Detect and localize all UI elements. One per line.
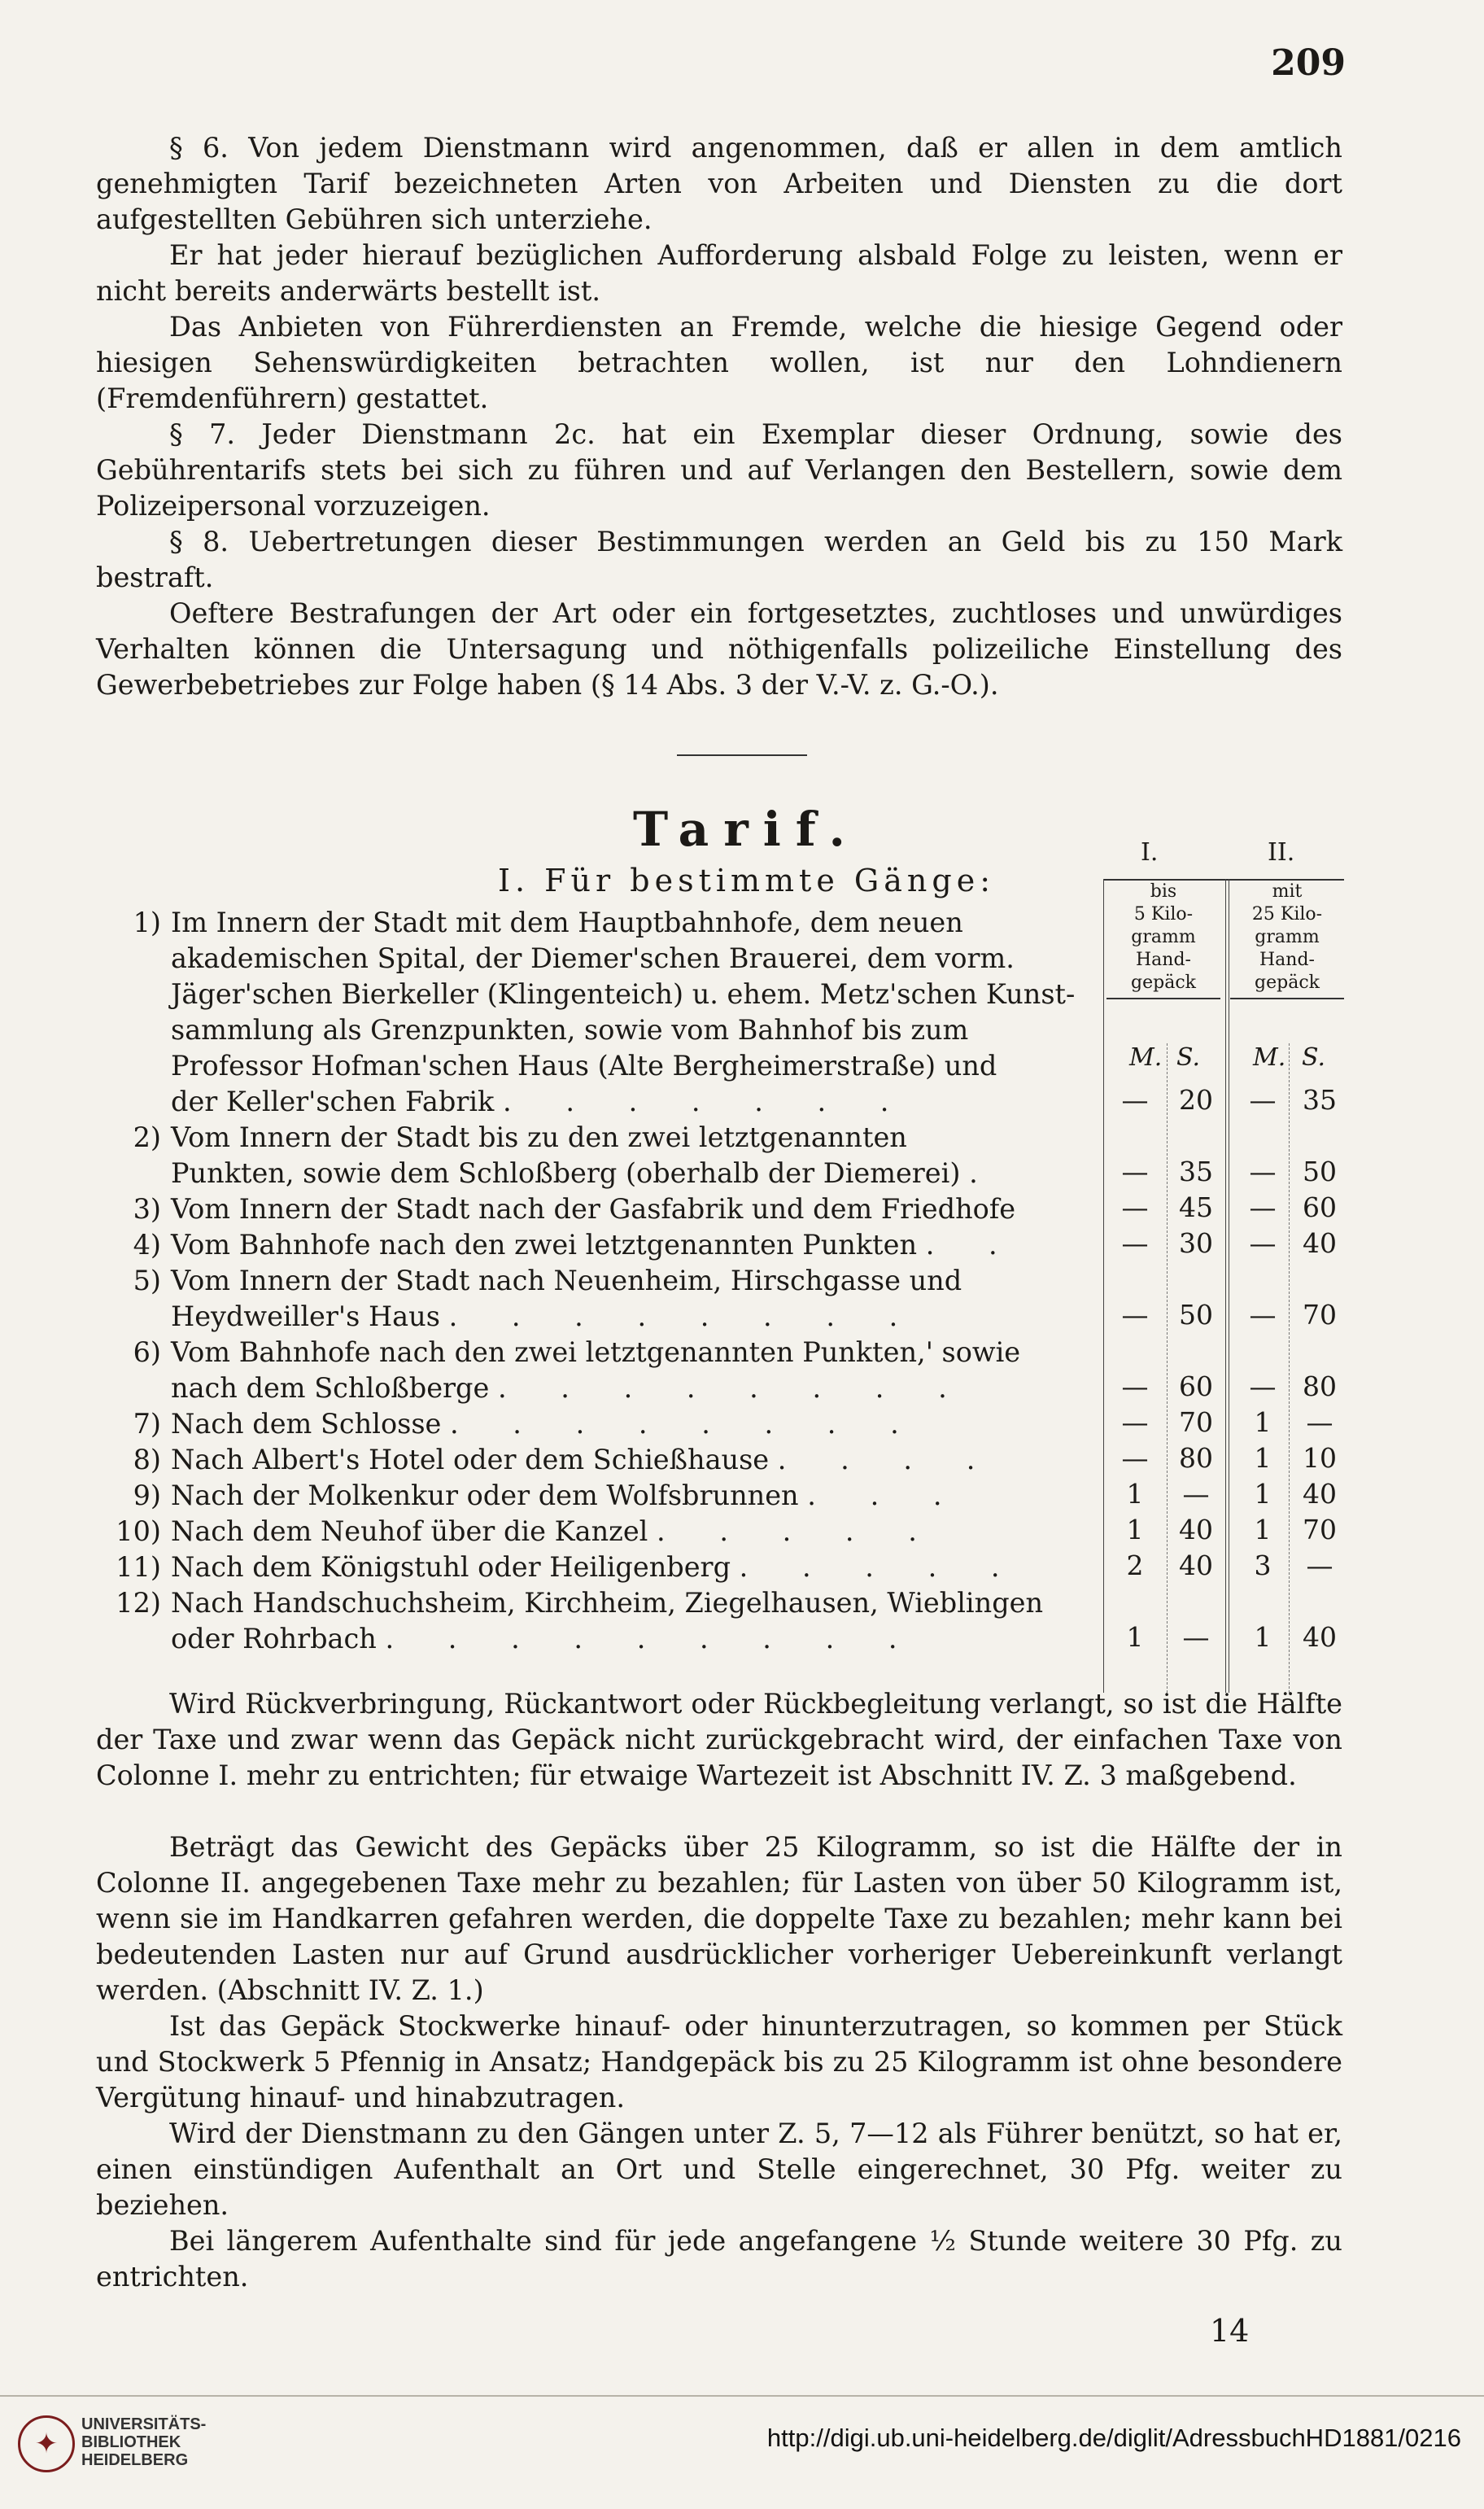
tariff-item-number: 6) — [133, 1336, 161, 1368]
unit-pf-1: S. — [1176, 1043, 1201, 1072]
tariff-value: 80 — [1179, 1442, 1213, 1474]
tariff-item-line-text: Nach dem Schlosse — [171, 1408, 442, 1440]
tariff-item-line-text: Vom Innern der Stadt nach Neuenheim, Hirschgasse und — [171, 1265, 962, 1296]
tariff-value: — — [1249, 1156, 1277, 1187]
footer-divider — [0, 2395, 1484, 2397]
tariff-value: 1 — [1254, 1621, 1272, 1653]
unit-mark-2: M. — [1253, 1043, 1286, 1072]
tariff-item-line — [171, 1156, 1155, 1191]
tariff-value: 40 — [1303, 1621, 1337, 1653]
tariff-item-text — [171, 1585, 1155, 1657]
leader-dots: . . . . . — [739, 1551, 1023, 1583]
tariff-item-line — [171, 1550, 1155, 1585]
tariff-item-line-text: sammlung als Grenzpunkten, sowie vom Bahnhof bis zum — [171, 1014, 969, 1046]
separator-rule — [677, 754, 807, 756]
tariff-value: — — [1249, 1370, 1277, 1402]
tariff-value: 1 — [1254, 1442, 1272, 1474]
leader-dots: . — [969, 1157, 1001, 1189]
tariff-item-text — [171, 1227, 1155, 1263]
tariff-item-text — [171, 905, 1155, 1120]
tariff-value: 1 — [1254, 1514, 1272, 1545]
tariff-item-line-text: oder Rohrbach — [171, 1623, 377, 1654]
table-top-rule — [1103, 879, 1344, 881]
tariff-value: 60 — [1303, 1191, 1337, 1223]
tariff-value: 80 — [1303, 1370, 1337, 1402]
tariff-item-line-text: Nach dem Neuhof über die Kanzel — [171, 1515, 648, 1547]
tariff-value: — — [1182, 1621, 1210, 1653]
paragraph-8: § 8. Uebertretungen dieser Bestimmungen werden an Geld bis zu 150 Mark bestraft. — [96, 526, 1342, 593]
tariff-item-line — [171, 1263, 1155, 1299]
tarif-title: Tarif. — [633, 802, 860, 857]
tariff-value: 1 — [1254, 1406, 1272, 1438]
tariff-value: — — [1121, 1299, 1149, 1331]
leader-dots: . . . . . . . . . — [385, 1623, 920, 1654]
tariff-item-line-text: akademischen Spital, der Diemer'schen Brauerei, dem vorm. — [171, 942, 1015, 974]
library-name: UNIVERSITÄTS- BIBLIOTHEK HEIDELBERG — [81, 2415, 207, 2469]
leader-dots: . . . . — [777, 1444, 998, 1475]
column-1-divider — [1167, 1043, 1168, 1693]
tariff-item-line — [171, 1299, 1155, 1335]
tariff-item-line — [171, 1514, 1155, 1550]
tariff-item-line — [171, 905, 1155, 941]
tariff-item-line-text: Professor Hofman'schen Haus (Alte Bergheimerstraße) und — [171, 1050, 997, 1082]
tariff-item-text — [171, 1406, 1155, 1442]
leader-dots: . . . . . . . . — [450, 1408, 922, 1440]
tariff-value: — — [1121, 1156, 1149, 1187]
tariff-item-line-text: Im Innern der Stadt mit dem Hauptbahnhofe, dem neuen — [171, 907, 963, 938]
tariff-value: — — [1121, 1370, 1149, 1402]
tariff-item-line-text: Vom Innern der Stadt nach der Gasfabrik und dem Friedhofe — [171, 1193, 1016, 1225]
tariff-value: 1 — [1126, 1621, 1144, 1653]
tariff-item-line-text: Nach dem Königstuhl oder Heiligenberg — [171, 1551, 731, 1583]
tariff-value: 70 — [1179, 1406, 1213, 1438]
leader-dots: . . . . . — [657, 1515, 940, 1547]
tariff-value: 70 — [1303, 1299, 1337, 1331]
tariff-item-text — [171, 1478, 1155, 1514]
tariff-item-line-text: Vom Bahnhofe nach den zwei letztgenannten Punkten — [171, 1229, 918, 1261]
leader-dots: . . . — [807, 1480, 965, 1511]
column-1-header: bis 5 Kilo- gramm Hand- gepäck — [1106, 881, 1220, 999]
tariff-item-number: 8) — [133, 1444, 161, 1475]
column-2-header: mit 25 Kilo- gramm Hand- gepäck — [1230, 881, 1344, 999]
tariff-value: — — [1249, 1084, 1277, 1116]
leader-dots: . . . . . . . — [503, 1086, 912, 1117]
tariff-value: 60 — [1179, 1370, 1213, 1402]
note-weight: Beträgt das Gewicht des Gepäcks über 25 Kilogramm, so ist die Hälfte der in Colonne II. angegebenen Taxe mehr zu bezahlen; für Lasten von über 50 Kilogramm ist, wenn sie im Handkarren gefahren werden, die doppelte Taxe zu bezahlen; mehr kann bei bedeutenden Lasten nur auf Grund ausdrücklicher vorheriger Uebereinkunft verlangt werden. (Abschnitt IV. Z. 1.) — [96, 1831, 1342, 2006]
tariff-item-number: 4) — [133, 1229, 161, 1261]
tariff-item-line-text: Jäger'schen Bierkeller (Klingenteich) u. ehem. Metz'schen Kunst- — [171, 978, 1076, 1010]
tariff-value: 40 — [1303, 1227, 1337, 1259]
tariff-value: 50 — [1179, 1299, 1213, 1331]
library-logo-icon: ✦ — [18, 2415, 75, 2472]
tariff-item-number: 5) — [133, 1265, 161, 1296]
tariff-value: 40 — [1179, 1550, 1213, 1581]
tariff-item-line — [171, 1120, 1155, 1156]
tariff-value: 20 — [1179, 1084, 1213, 1116]
paragraph-6b: Er hat jeder hierauf bezüglichen Aufforderung alsbald Folge zu leisten, wenn er nicht bereits anderwärts bestellt ist. — [96, 239, 1342, 307]
tariff-item-line-text: der Keller'schen Fabrik — [171, 1086, 495, 1117]
tariff-item-text — [171, 1191, 1155, 1227]
tariff-value: — — [1249, 1191, 1277, 1223]
leader-dots: . . . . . . . . — [448, 1300, 921, 1332]
tariff-value: — — [1306, 1406, 1333, 1438]
tariff-item-line — [171, 1227, 1155, 1263]
tariff-item-text — [171, 1550, 1155, 1585]
tariff-value: 30 — [1179, 1227, 1213, 1259]
tariff-item-line-text: nach dem Schloßberge — [171, 1372, 490, 1404]
note-guide: Wird der Dienstmann zu den Gängen unter Z. 5, 7—12 als Führer benützt, so hat er, einen einstündigen Aufenthalt an Ort und Stelle eingerechnet, 30 Pfg. weiter zu beziehen. — [96, 2118, 1342, 2221]
leader-dots: . . . . . . . . — [497, 1372, 970, 1404]
tariff-value: — — [1249, 1227, 1277, 1259]
tariff-item-line-text: Nach der Molkenkur oder dem Wolfsbrunnen — [171, 1480, 799, 1511]
tariff-item-number: 2) — [133, 1121, 161, 1153]
tariff-value: 40 — [1303, 1478, 1337, 1510]
tariff-item-line — [171, 1012, 1155, 1048]
tariff-item-line — [171, 1084, 1155, 1120]
column-1-number: I. — [1141, 838, 1159, 867]
tariff-value: — — [1121, 1191, 1149, 1223]
column-2-number: II. — [1268, 838, 1295, 867]
tariff-item-line — [171, 1406, 1155, 1442]
tariff-value: — — [1121, 1442, 1149, 1474]
page-number: 209 — [1271, 42, 1346, 84]
section-heading: I. Für bestimmte Gänge: — [498, 863, 995, 898]
tariff-value: 10 — [1303, 1442, 1337, 1474]
tariff-value: 35 — [1179, 1156, 1213, 1187]
tariff-value: 2 — [1126, 1550, 1144, 1581]
tariff-value: 1 — [1126, 1514, 1144, 1545]
tariff-item-line-text: Vom Bahnhofe nach den zwei letztgenannten Punkten,' sowie — [171, 1336, 1021, 1368]
tariff-value: 45 — [1179, 1191, 1213, 1223]
tariff-value: 35 — [1303, 1084, 1337, 1116]
tariff-item-text — [171, 1442, 1155, 1478]
tariff-value: 3 — [1254, 1550, 1272, 1581]
tariff-item-text — [171, 1263, 1155, 1335]
tariff-item-line — [171, 1370, 1155, 1406]
unit-pf-2: S. — [1302, 1043, 1326, 1072]
tariff-value: — — [1121, 1084, 1149, 1116]
paragraph-6: § 6. Von jedem Dienstmann wird angenommen, daß er allen in dem amtlich genehmigten Tarif bezeichneten Arten von Arbeiten und Diensten zu die dort aufgestellten Gebühren sich unterziehe. — [96, 132, 1342, 235]
tariff-item-line-text: Nach Albert's Hotel oder dem Schießhause — [171, 1444, 770, 1475]
table-middle-border — [1225, 879, 1226, 1693]
tariff-item-line — [171, 1191, 1155, 1227]
tariff-item-line-text: Vom Innern der Stadt bis zu den zwei letztgenannten — [171, 1121, 907, 1153]
note-stairs: Ist das Gepäck Stockwerke hinauf- oder hinunterzutragen, so kommen per Stück und Stockwerk 5 Pfennig in Ansatz; Handgepäck bis zu 25 Kilogramm ist ohne besondere Vergütung hinauf- und hinabzutragen. — [96, 2010, 1342, 2113]
tariff-item-number: 12) — [116, 1587, 161, 1619]
tariff-item-line — [171, 1585, 1155, 1621]
tariff-value: — — [1182, 1478, 1210, 1510]
note-return: Wird Rückverbringung, Rückantwort oder Rückbegleitung verlangt, so ist die Hälfte der Taxe und zwar wenn das Gepäck nicht zurückgebracht wird, der einfachen Taxe von Colonne I. mehr zu entrichten; für etwaige Wartezeit ist Abschnitt IV. Z. 3 maßgebend. — [96, 1688, 1342, 1791]
paragraph-6c: Das Anbieten von Führerdiensten an Fremde, welche die hiesige Gegend oder hiesigen Sehenswürdigkeiten betrachten wollen, ist nur den Lohndienern (Fremdenführern) gestattet. — [96, 311, 1342, 414]
tariff-item-line-text: Heydweiller's Haus — [171, 1300, 440, 1332]
signature-number: 14 — [1210, 2313, 1250, 2349]
column-2-divider — [1289, 1043, 1290, 1693]
tariff-item-number: 11) — [116, 1551, 161, 1583]
tariff-item-number: 3) — [133, 1193, 161, 1225]
tariff-value: 40 — [1179, 1514, 1213, 1545]
tariff-item-number: 9) — [133, 1480, 161, 1511]
tariff-value: 1 — [1126, 1478, 1144, 1510]
tariff-item-line — [171, 1621, 1155, 1657]
tariff-item-line — [171, 1442, 1155, 1478]
source-url-link[interactable]: http://digi.ub.uni-heidelberg.de/diglit/AdressbuchHD1881/0216 — [766, 2424, 1461, 2452]
leader-dots: . . — [925, 1229, 1020, 1261]
tariff-value: 70 — [1303, 1514, 1337, 1545]
tariff-item-number: 7) — [133, 1408, 161, 1440]
tariff-item-text — [171, 1335, 1155, 1406]
tariff-value: — — [1121, 1227, 1149, 1259]
tariff-item-line — [171, 1048, 1155, 1084]
tariff-value: — — [1306, 1550, 1333, 1581]
tariff-item-line — [171, 1335, 1155, 1370]
tariff-value: — — [1249, 1299, 1277, 1331]
tariff-value: 50 — [1303, 1156, 1337, 1187]
paragraph-8b: Oeftere Bestrafungen der Art oder ein fortgesetztes, zuchtloses und unwürdiges Verhalten können die Untersagung und nöthigenfalls polizeiliche Einstellung des Gewerbebetriebes zur Folge haben (§ 14 Abs. 3 der V.-V. z. G.-O.). — [96, 597, 1342, 701]
tariff-item-line-text: Nach Handschuchsheim, Kirchheim, Ziegelhausen, Wieblingen — [171, 1587, 1044, 1619]
unit-mark-1: M. — [1129, 1043, 1163, 1072]
tariff-item-text — [171, 1120, 1155, 1191]
note-waiting: Bei längerem Aufenthalte sind für jede angefangene ½ Stunde weitere 30 Pfg. zu entrichten. — [96, 2225, 1342, 2293]
tariff-value: 1 — [1254, 1478, 1272, 1510]
tariff-item-number: 1) — [133, 907, 161, 938]
tariff-item-line — [171, 977, 1155, 1012]
tariff-item-line — [171, 941, 1155, 977]
tariff-item-line — [171, 1478, 1155, 1514]
tariff-item-text — [171, 1514, 1155, 1550]
tariff-value: — — [1121, 1406, 1149, 1438]
paragraph-7: § 7. Jeder Dienstmann 2c. hat ein Exemplar dieser Ordnung, sowie des Gebührentarifs stets bei sich zu führen und auf Verlangen den Bestellern, sowie dem Polizeipersonal vorzuzeigen. — [96, 418, 1342, 522]
tariff-item-number: 10) — [116, 1515, 161, 1547]
tariff-item-line-text: Punkten, sowie dem Schloßberg (oberhalb der Diemerei) — [171, 1157, 961, 1189]
